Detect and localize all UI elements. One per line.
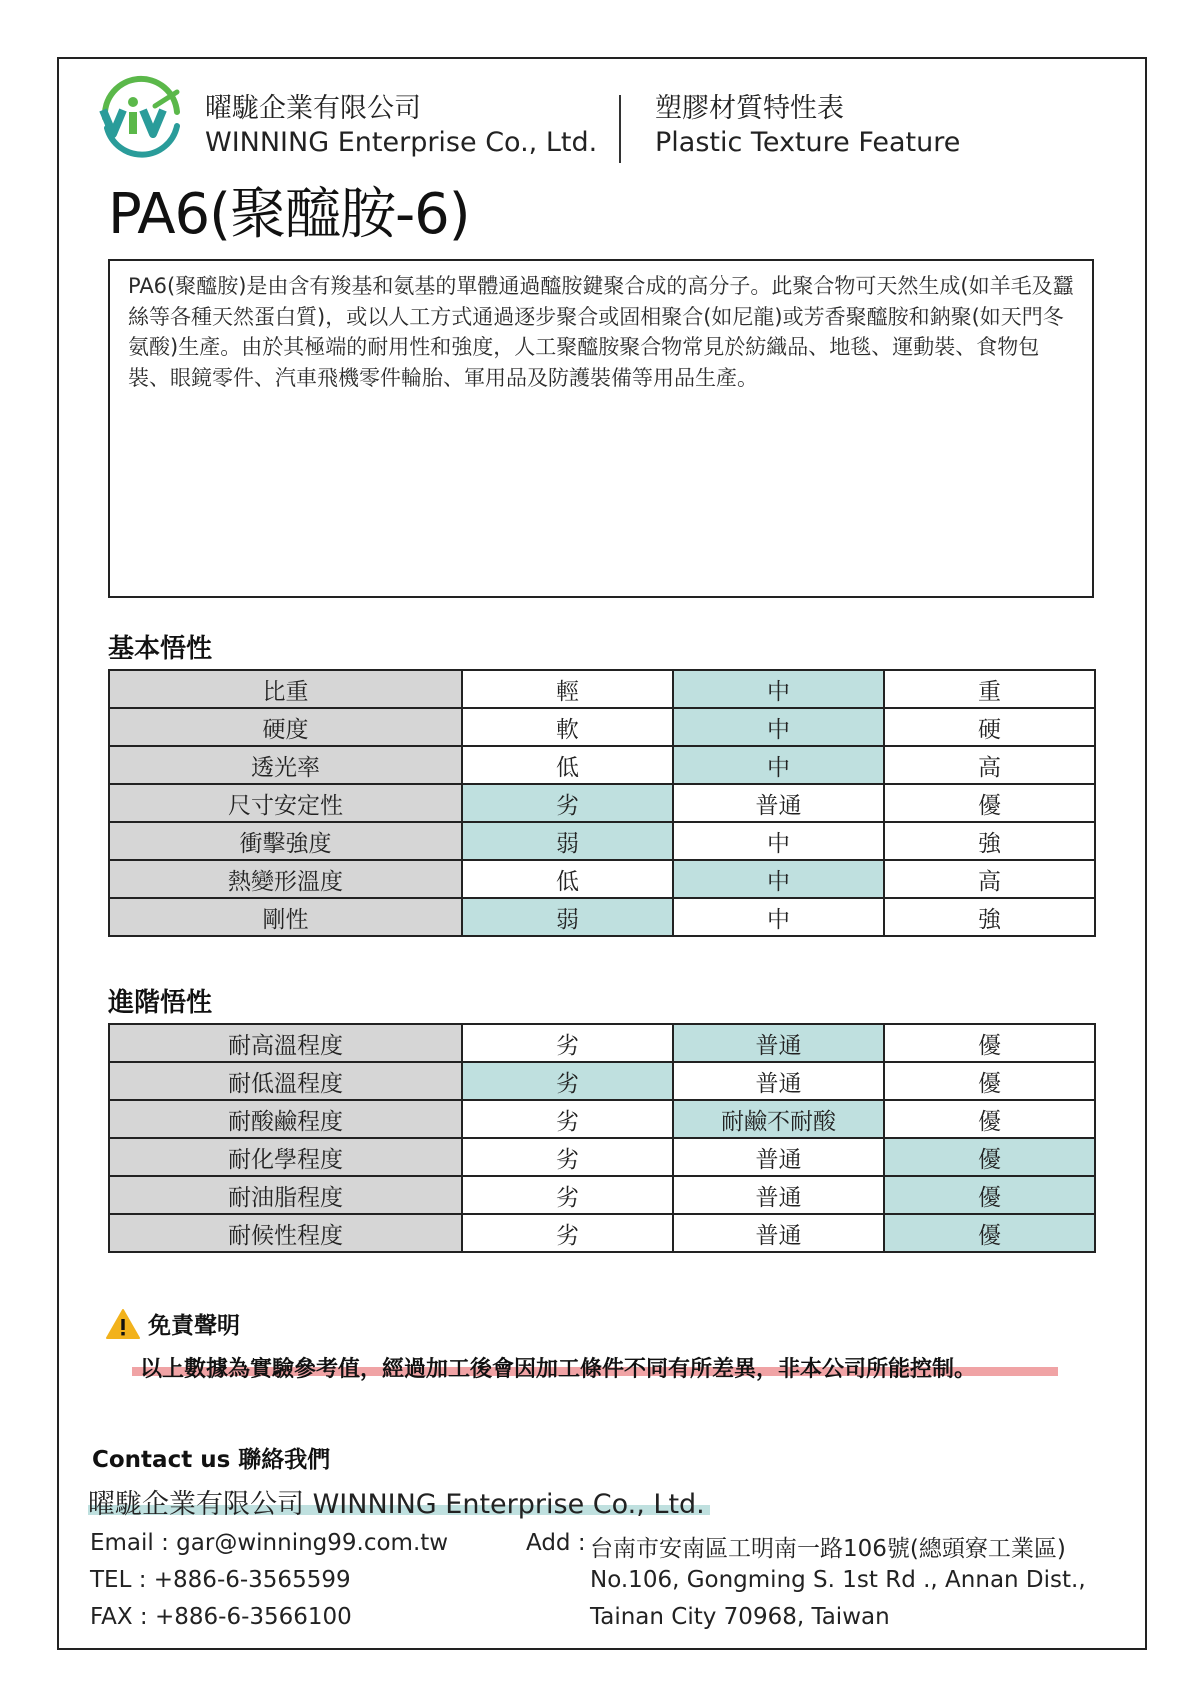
property-value: 劣 <box>462 1138 673 1176</box>
property-label: 耐化學程度 <box>109 1138 462 1176</box>
property-value: 強 <box>884 822 1095 860</box>
property-label: 剛性 <box>109 898 462 936</box>
contact-address-line: No.106, Gongming S. 1st Rd ., Annan Dist., <box>590 1567 1086 1593</box>
property-label: 衝擊強度 <box>109 822 462 860</box>
basic-properties-heading: 基本悟性 <box>108 634 213 664</box>
basic-properties-table <box>108 669 1096 937</box>
property-label: 耐酸鹼程度 <box>109 1100 462 1138</box>
property-label: 耐低溫程度 <box>109 1062 462 1100</box>
property-value: 強 <box>884 898 1095 936</box>
property-value-selected: 耐鹼不耐酸 <box>673 1100 884 1138</box>
property-value: 中 <box>673 898 884 936</box>
property-row <box>109 708 1095 746</box>
property-value: 硬 <box>884 708 1095 746</box>
contact-address-label: Add : <box>526 1530 586 1556</box>
property-value-selected: 劣 <box>462 784 673 822</box>
property-value: 低 <box>462 746 673 784</box>
property-value: 普通 <box>673 1214 884 1252</box>
property-value-selected: 弱 <box>462 822 673 860</box>
disclaimer-text: 以上數據為實驗參考值，經過加工後會因加工條件不同有所差異，非本公司所能控制。 <box>140 1357 977 1382</box>
property-value: 中 <box>673 822 884 860</box>
property-row <box>109 1024 1095 1062</box>
property-row <box>109 898 1095 936</box>
property-value: 普通 <box>673 1138 884 1176</box>
property-value-selected: 中 <box>673 708 884 746</box>
property-row <box>109 822 1095 860</box>
contact-company: 曜駹企業有限公司 WINNING Enterprise Co., Ltd. <box>88 1489 705 1520</box>
property-row <box>109 1176 1095 1214</box>
property-value: 劣 <box>462 1024 673 1062</box>
property-value-selected: 弱 <box>462 898 673 936</box>
property-value: 優 <box>884 1062 1095 1100</box>
property-value: 劣 <box>462 1176 673 1214</box>
property-value: 高 <box>884 746 1095 784</box>
property-value: 高 <box>884 860 1095 898</box>
property-label: 耐高溫程度 <box>109 1024 462 1062</box>
property-row <box>109 746 1095 784</box>
property-row <box>109 1214 1095 1252</box>
contact-address-line: Tainan City 70968, Taiwan <box>590 1604 890 1630</box>
property-value: 普通 <box>673 1062 884 1100</box>
description-box <box>108 259 1094 598</box>
property-value: 輕 <box>462 670 673 708</box>
property-value: 重 <box>884 670 1095 708</box>
company-name <box>205 92 597 160</box>
property-label: 透光率 <box>109 746 462 784</box>
property-row <box>109 784 1095 822</box>
property-value-selected: 普通 <box>673 1024 884 1062</box>
property-row <box>109 1138 1095 1176</box>
property-value: 普通 <box>673 1176 884 1214</box>
property-value: 劣 <box>462 1100 673 1138</box>
document-name <box>655 92 960 160</box>
property-value: 低 <box>462 860 673 898</box>
company-name-en: WINNING Enterprise Co., Ltd. <box>205 127 598 158</box>
property-label: 比重 <box>109 670 462 708</box>
property-value-selected: 中 <box>673 860 884 898</box>
property-label: 熱變形溫度 <box>109 860 462 898</box>
property-value: 軟 <box>462 708 673 746</box>
property-value-selected: 優 <box>884 1214 1095 1252</box>
contact-fax: FAX : +886-6-3566100 <box>90 1604 352 1630</box>
property-value: 優 <box>884 1024 1095 1062</box>
contact-tel: TEL : +886-6-3565599 <box>90 1567 351 1593</box>
warning-icon <box>105 1308 141 1340</box>
property-row <box>109 860 1095 898</box>
property-row <box>109 1100 1095 1138</box>
property-value-selected: 劣 <box>462 1062 673 1100</box>
contact-email: Email : gar@winning99.com.tw <box>90 1530 449 1556</box>
property-value-selected: 中 <box>673 670 884 708</box>
property-row <box>109 1062 1095 1100</box>
property-label: 耐油脂程度 <box>109 1176 462 1214</box>
company-logo <box>93 72 189 164</box>
company-name-zh: 曜駹企業有限公司 <box>205 93 421 124</box>
property-value: 優 <box>884 784 1095 822</box>
header-divider <box>619 95 621 163</box>
advanced-properties-heading: 進階悟性 <box>108 988 213 1018</box>
property-value-selected: 優 <box>884 1138 1095 1176</box>
advanced-properties-table <box>108 1023 1096 1253</box>
description-text: PA6(聚醯胺)是由含有羧基和氨基的單體通過醯胺鍵聚合成的高分子。此聚合物可天然生成(如羊毛及蠶絲等各種天然蛋白質)，或以人工方式通過逐步聚合或固相聚合(如尼龍)或芳香聚醯胺和鈉聚(如天門冬氨酸)生產。由於其極端的耐用性和強度，人工聚醯胺聚合物常見於紡織品、地毯、運動裝、食物包裝、眼鏡零件、汽車飛機零件輪胎、軍用品及防護裝備等用品生產。 <box>128 274 1074 390</box>
disclaimer-title: 免責聲明 <box>148 1313 240 1339</box>
property-label: 硬度 <box>109 708 462 746</box>
property-row <box>109 670 1095 708</box>
page-title: PA6(聚醯胺-6) <box>108 182 470 247</box>
property-value: 優 <box>884 1100 1095 1138</box>
property-value-selected: 中 <box>673 746 884 784</box>
property-label: 尺寸安定性 <box>109 784 462 822</box>
document-name-zh: 塑膠材質特性表 <box>655 93 844 124</box>
document-name-en: Plastic Texture Feature <box>655 127 961 158</box>
property-value: 普通 <box>673 784 884 822</box>
contact-heading: Contact us 聯絡我們 <box>92 1447 331 1473</box>
property-value-selected: 優 <box>884 1176 1095 1214</box>
contact-address-line: 台南市安南區工明南一路106號(總頭寮工業區) <box>590 1536 1066 1562</box>
property-value: 劣 <box>462 1214 673 1252</box>
property-label: 耐候性程度 <box>109 1214 462 1252</box>
